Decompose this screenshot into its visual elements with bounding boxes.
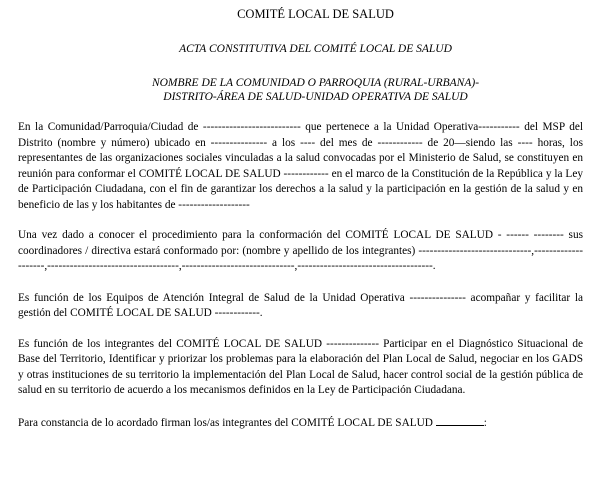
- signatures-text: Para constancia de lo acordado firman los/as integrantes del COMITÉ LOCAL DE SALUD: [18, 416, 436, 429]
- document-title: COMITÉ LOCAL DE SALUD: [237, 7, 394, 21]
- paragraph-team-function: Es función de los Equipos de Atención Integral de Salud de la Unidad Operativa --------------- acompañar y facilitar la gestión del COMITÉ LOCAL DE SALUD ------------.: [18, 291, 583, 319]
- signatures-colon: :: [483, 416, 487, 429]
- community-heading-line-1: NOMBRE DE LA COMUNIDAD O PARROQUIA (RURAL-URBANA)-: [151, 77, 480, 89]
- community-heading-line-2: DISTRITO-ÁREA DE SALUD-UNIDAD OPERATIVA DE SALUD: [163, 91, 468, 103]
- paragraph-signatures: [18, 414, 583, 432]
- document-subtitle: ACTA CONSTITUTIVA DEL COMITÉ LOCAL DE SALUD: [179, 43, 452, 55]
- paragraph-members-function: Es función de los integrantes del COMITÉ LOCAL DE SALUD -------------- Participar en el Diagnóstico Situacional de Base del Territorio, Identificar y priorizar los problemas para la elaboración del Plan Local de Salud, negociar en los GADS y otras instituciones de su territorio la implementación del Plan Local de Salud, hacer control social de la gestión pública de salud en su territorio de acuerdo a los mecanismos definidos en la Ley de Participación Ciudadana.: [18, 337, 583, 396]
- paragraph-directive: Una vez dado a conocer el procedimiento para la conformación del COMITÉ LOCAL DE SALUD - ------ -------- sus coordinadores / directiva estará conformado por: (nombre y apellido de los integrantes) ------------------------------,--------------------,-----------------------------------,------------------------------,------------------------------------.: [18, 229, 583, 272]
- paragraph-constitution: En la Comunidad/Parroquia/Ciudad de -------------------------- que pertenece a la Unidad Operativa----------- del MSP del Distrito (nombre y número) ubicado en --------------- a los ---- del mes de ------------ de 20—siendo las ---- horas, los representantes de las organizaciones sociales vinculadas a la salud convocadas por el Ministerio de Salud, se constituyen en reunión para conformar el COMITÉ LOCAL DE SALUD ------------ en el marco de la Constitución de la República y la Ley de Participación Ciudadana, con el fin de garantizar los derechos a la salud y la participación en la gestión de la salud y en beneficio de las y los habitantes de -------------------: [18, 121, 583, 211]
- signature-blank-line: [436, 414, 484, 426]
